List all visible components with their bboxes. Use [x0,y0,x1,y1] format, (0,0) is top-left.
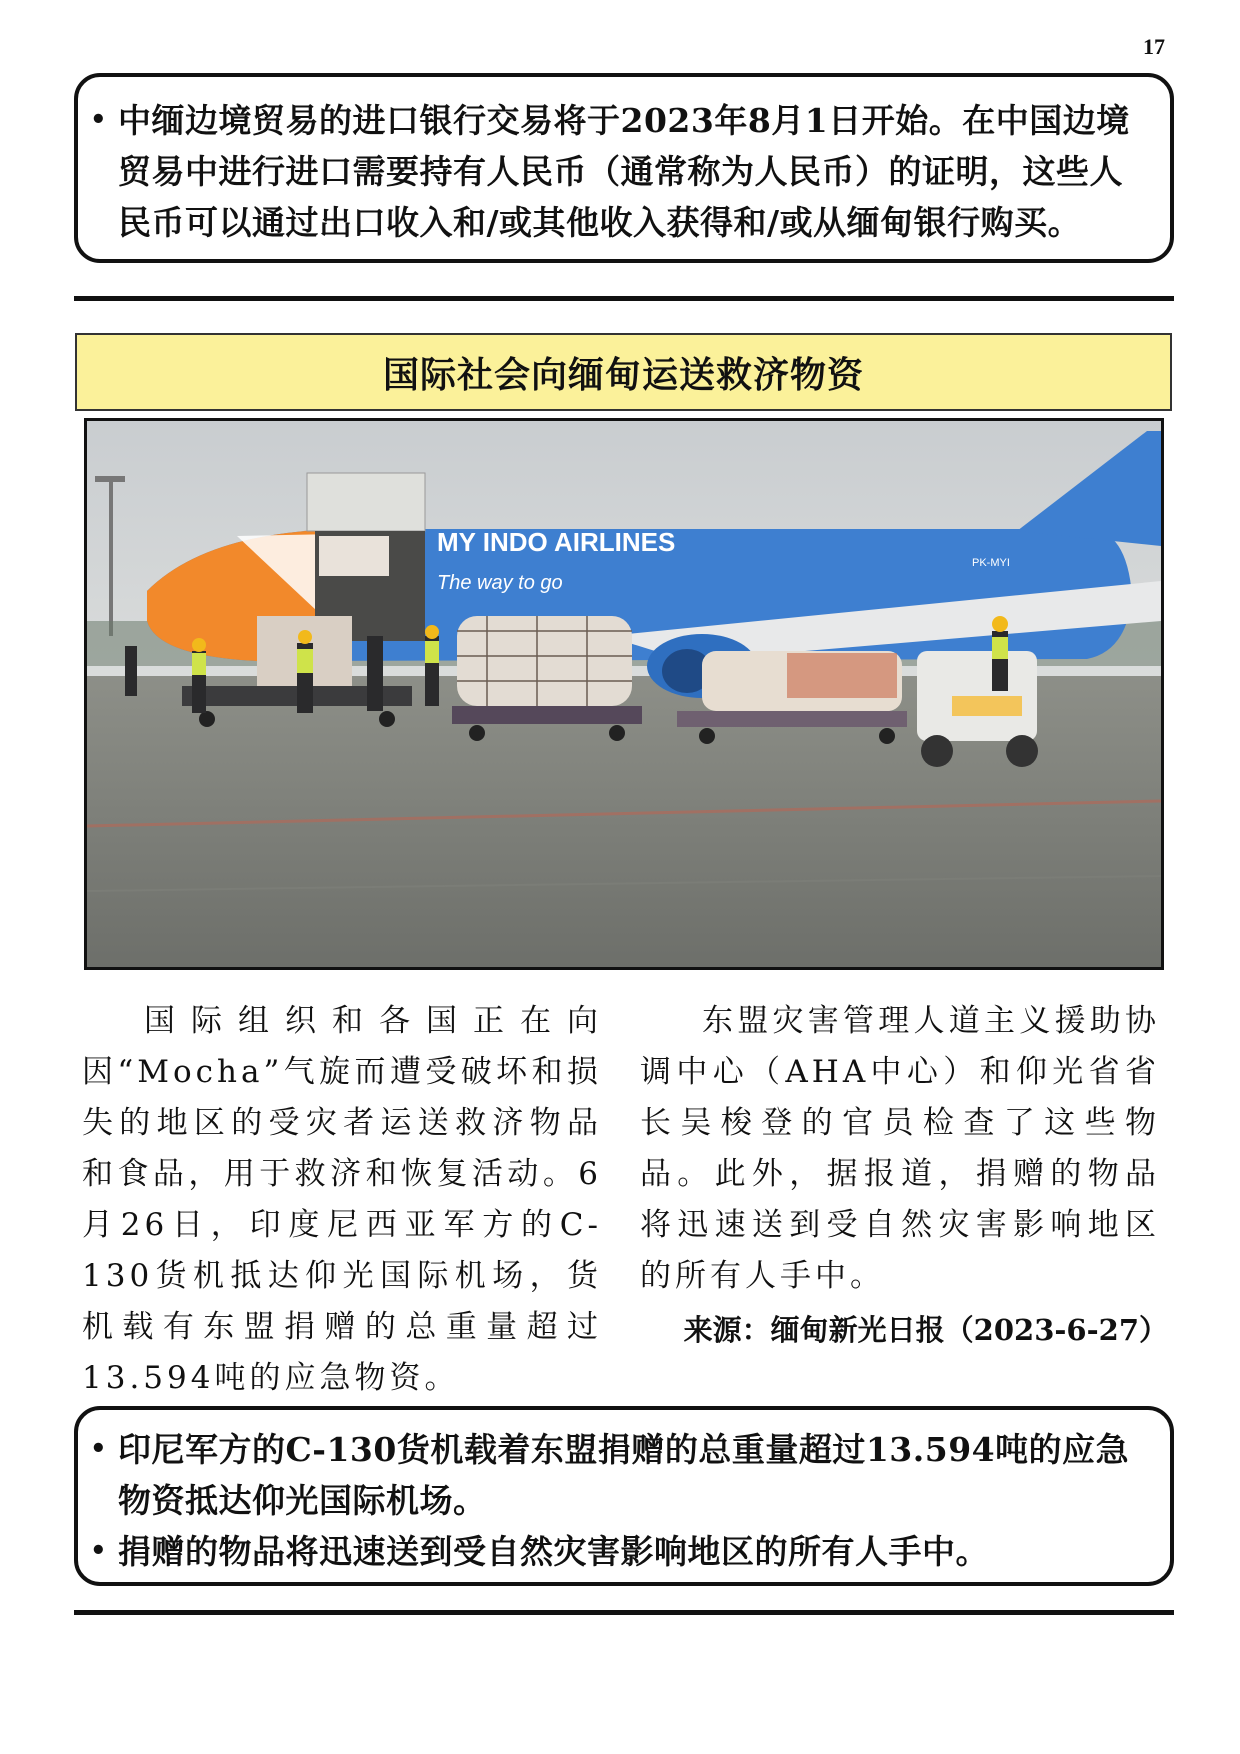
bullet-item [90,95,1146,248]
article-paragraph: 国际组织和各国正在向因“Mocha”气旋而遭受破坏和损失的地区的受灾者运送救济物品和食品，用于救济和恢复活动。6月26日，印度尼西亚军方的C-130货机抵达仰光国际机场，货机载有东盟捐赠的总重量超过13.594吨的应急物资。 [82,1003,602,1396]
bullet-item [90,1424,1146,1526]
bullet-text: 印尼军方的C-130货机载着东盟捐赠的总重量超过13.594吨的应急物资抵达仰光国际机场。 [118,1430,1130,1520]
page-number: 17 [1143,34,1165,59]
article-photo [84,418,1164,970]
bullet-dot-icon: • [90,105,108,135]
article-left-column [82,996,602,1404]
airline-name-text: MY INDO AIRLINES [437,527,676,557]
bullet-item [90,1526,1146,1577]
summary-box-top [74,73,1174,263]
airline-slogan-text: The way to go [437,572,563,594]
bullet-dot-icon: • [90,1434,108,1464]
horizontal-rule [74,296,1174,301]
horizontal-rule [74,1610,1174,1615]
bullet-text: 中缅边境贸易的进口银行交易将于2023年8月1日开始。在中国边境贸易中进行进口需要持有人民币（通常称为人民币）的证明，这些人民币可以通过出口收入和/或其他收入获得和/或从缅甸银行购买。 [118,101,1130,242]
article-source: 来源：缅甸新光日报（2023-6-27） [683,1313,1168,1347]
summary-box-bottom [74,1406,1174,1586]
article-paragraph: 东盟灾害管理人道主义援助协调中心（AHA中心）和仰光省省长吴梭登的官员检查了这些物品。此外，据报道，捐赠的物品将迅速送到受自然灾害影响地区的所有人手中。 [640,1003,1160,1294]
aircraft-registration-text: PK-MYI [972,557,1010,569]
bullet-dot-icon: • [90,1536,108,1566]
article-title: 国际社会向缅甸运送救济物资 [75,333,1172,411]
article-right-column [640,996,1160,1302]
bullet-text: 捐赠的物品将迅速送到受自然灾害影响地区的所有人手中。 [118,1532,989,1571]
